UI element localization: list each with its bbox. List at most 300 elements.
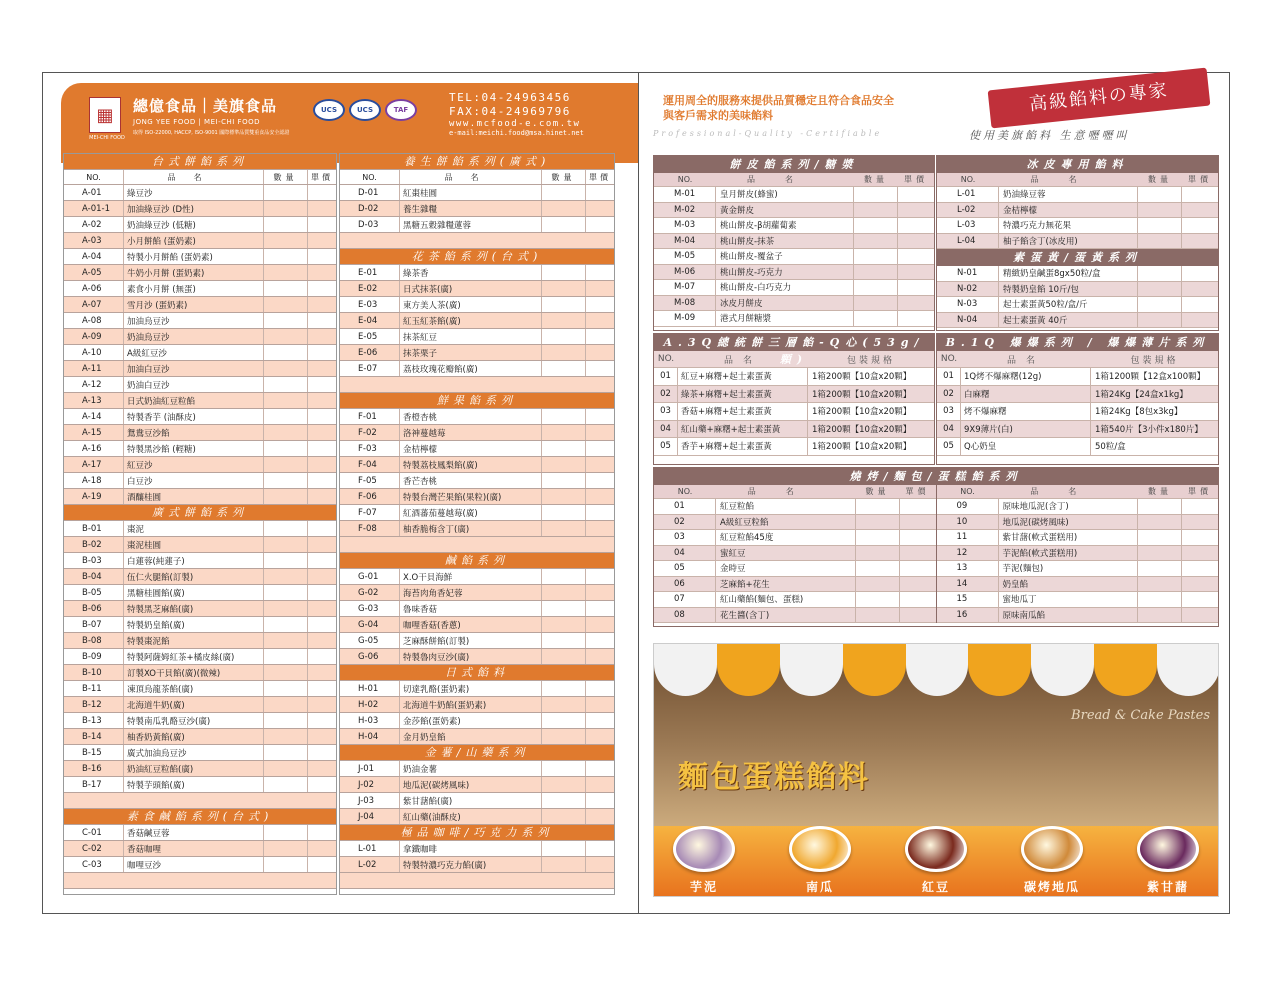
table-row[interactable] — [64, 217, 336, 233]
table-row[interactable] — [340, 217, 614, 233]
table-row[interactable] — [340, 809, 614, 825]
price-cell[interactable] — [586, 761, 614, 776]
price-cell[interactable] — [308, 441, 336, 456]
table-row[interactable] — [64, 377, 336, 393]
qty-cell[interactable] — [264, 313, 308, 328]
price-cell[interactable] — [586, 505, 614, 520]
qty-cell[interactable] — [264, 249, 308, 264]
qty-cell[interactable] — [1138, 297, 1182, 312]
table-row[interactable] — [654, 280, 934, 296]
qty-cell[interactable] — [264, 569, 308, 584]
table-row[interactable] — [654, 592, 936, 608]
qty-cell[interactable] — [264, 537, 308, 552]
qty-cell[interactable] — [542, 505, 586, 520]
table-row[interactable] — [340, 713, 614, 729]
price-cell[interactable] — [308, 681, 336, 696]
price-cell[interactable] — [898, 203, 934, 218]
table-row[interactable] — [340, 281, 614, 297]
price-cell[interactable] — [308, 697, 336, 712]
qty-cell[interactable] — [542, 585, 586, 600]
table-row[interactable] — [654, 608, 936, 624]
price-cell[interactable] — [586, 425, 614, 440]
table-row[interactable] — [340, 297, 614, 313]
table-row[interactable] — [654, 218, 934, 234]
qty-cell[interactable] — [854, 203, 898, 218]
price-cell[interactable] — [586, 585, 614, 600]
qty-cell[interactable] — [542, 793, 586, 808]
qty-cell[interactable] — [856, 577, 900, 592]
price-cell[interactable] — [586, 857, 614, 872]
table-row[interactable] — [340, 489, 614, 505]
table-row[interactable] — [64, 265, 336, 281]
qty-cell[interactable] — [264, 265, 308, 280]
table-row[interactable] — [64, 729, 336, 745]
qty-cell[interactable] — [542, 345, 586, 360]
qty-cell[interactable] — [1138, 218, 1182, 233]
table-row[interactable] — [937, 203, 1218, 219]
qty-cell[interactable] — [264, 777, 308, 792]
table-row[interactable] — [64, 457, 336, 473]
qty-cell[interactable] — [264, 761, 308, 776]
price-cell[interactable] — [308, 345, 336, 360]
table-row[interactable] — [64, 313, 336, 329]
qty-cell[interactable] — [854, 296, 898, 311]
table-row[interactable] — [654, 311, 934, 327]
price-cell[interactable] — [586, 409, 614, 424]
qty-cell[interactable] — [542, 441, 586, 456]
table-row[interactable] — [340, 361, 614, 377]
table-row[interactable] — [340, 345, 614, 361]
qty-cell[interactable] — [856, 546, 900, 561]
qty-cell[interactable] — [542, 425, 586, 440]
price-cell[interactable] — [1182, 530, 1218, 545]
table-row[interactable] — [340, 857, 614, 873]
table-row[interactable] — [64, 681, 336, 697]
price-cell[interactable] — [586, 841, 614, 856]
table-row[interactable] — [937, 515, 1219, 531]
qty-cell[interactable] — [854, 249, 898, 264]
qty-cell[interactable] — [264, 457, 308, 472]
price-cell[interactable] — [1182, 313, 1218, 328]
qty-cell[interactable] — [1138, 515, 1182, 530]
table-row[interactable] — [937, 561, 1219, 577]
table-row[interactable] — [654, 546, 936, 562]
qty-cell[interactable] — [542, 697, 586, 712]
table-row[interactable] — [340, 585, 614, 601]
price-cell[interactable] — [308, 841, 336, 856]
table-row[interactable] — [64, 777, 336, 793]
qty-cell[interactable] — [1138, 530, 1182, 545]
qty-cell[interactable] — [264, 521, 308, 536]
price-cell[interactable] — [308, 217, 336, 232]
table-row[interactable] — [64, 441, 336, 457]
qty-cell[interactable] — [264, 281, 308, 296]
table-row[interactable] — [654, 203, 934, 219]
qty-cell[interactable] — [542, 601, 586, 616]
table-row[interactable] — [64, 425, 336, 441]
qty-cell[interactable] — [264, 441, 308, 456]
table-row[interactable] — [937, 438, 1218, 456]
qty-cell[interactable] — [854, 311, 898, 326]
qty-cell[interactable] — [264, 201, 308, 216]
qty-cell[interactable] — [542, 649, 586, 664]
price-cell[interactable] — [1182, 266, 1218, 281]
table-row[interactable] — [64, 761, 336, 777]
qty-cell[interactable] — [542, 361, 586, 376]
qty-cell[interactable] — [264, 633, 308, 648]
price-cell[interactable] — [586, 713, 614, 728]
price-cell[interactable] — [1182, 282, 1218, 297]
price-cell[interactable] — [308, 457, 336, 472]
price-cell[interactable] — [308, 553, 336, 568]
qty-cell[interactable] — [264, 233, 308, 248]
table-row[interactable] — [64, 345, 336, 361]
table-row[interactable] — [937, 592, 1219, 608]
table-row[interactable] — [654, 403, 934, 421]
table-row[interactable] — [937, 421, 1218, 439]
price-cell[interactable] — [1182, 187, 1218, 202]
table-row[interactable] — [340, 473, 614, 489]
table-row[interactable] — [64, 329, 336, 345]
price-cell[interactable] — [900, 515, 936, 530]
qty-cell[interactable] — [264, 681, 308, 696]
price-cell[interactable] — [1182, 234, 1218, 249]
qty-cell[interactable] — [264, 585, 308, 600]
qty-cell[interactable] — [856, 530, 900, 545]
qty-cell[interactable] — [264, 553, 308, 568]
price-cell[interactable] — [586, 265, 614, 280]
price-cell[interactable] — [1182, 608, 1218, 623]
table-row[interactable] — [64, 537, 336, 553]
table-row[interactable] — [654, 249, 934, 265]
table-row[interactable] — [64, 857, 336, 873]
price-cell[interactable] — [308, 473, 336, 488]
table-row[interactable] — [64, 713, 336, 729]
qty-cell[interactable] — [856, 561, 900, 576]
qty-cell[interactable] — [264, 617, 308, 632]
price-cell[interactable] — [586, 681, 614, 696]
table-row[interactable] — [64, 697, 336, 713]
qty-cell[interactable] — [542, 185, 586, 200]
price-cell[interactable] — [1182, 577, 1218, 592]
qty-cell[interactable] — [264, 361, 308, 376]
price-cell[interactable] — [586, 489, 614, 504]
qty-cell[interactable] — [264, 697, 308, 712]
price-cell[interactable] — [308, 201, 336, 216]
price-cell[interactable] — [308, 409, 336, 424]
qty-cell[interactable] — [542, 681, 586, 696]
qty-cell[interactable] — [1138, 592, 1182, 607]
price-cell[interactable] — [900, 499, 936, 514]
price-cell[interactable] — [586, 441, 614, 456]
qty-cell[interactable] — [542, 617, 586, 632]
table-row[interactable] — [340, 457, 614, 473]
table-row[interactable] — [64, 585, 336, 601]
qty-cell[interactable] — [264, 745, 308, 760]
price-cell[interactable] — [586, 329, 614, 344]
qty-cell[interactable] — [542, 777, 586, 792]
price-cell[interactable] — [308, 777, 336, 792]
qty-cell[interactable] — [854, 218, 898, 233]
table-row[interactable] — [340, 793, 614, 809]
table-row[interactable] — [654, 438, 934, 456]
price-cell[interactable] — [586, 217, 614, 232]
table-row[interactable] — [654, 530, 936, 546]
table-row[interactable] — [340, 841, 614, 857]
price-cell[interactable] — [308, 297, 336, 312]
table-row[interactable] — [937, 313, 1218, 329]
qty-cell[interactable] — [1138, 266, 1182, 281]
price-cell[interactable] — [586, 617, 614, 632]
price-cell[interactable] — [308, 393, 336, 408]
price-cell[interactable] — [586, 809, 614, 824]
price-cell[interactable] — [1182, 546, 1218, 561]
price-cell[interactable] — [586, 777, 614, 792]
price-cell[interactable] — [586, 521, 614, 536]
table-row[interactable] — [654, 265, 934, 281]
price-cell[interactable] — [308, 825, 336, 840]
qty-cell[interactable] — [264, 185, 308, 200]
table-row[interactable] — [340, 569, 614, 585]
price-cell[interactable] — [900, 577, 936, 592]
price-cell[interactable] — [1182, 592, 1218, 607]
table-row[interactable] — [340, 425, 614, 441]
qty-cell[interactable] — [1138, 234, 1182, 249]
qty-cell[interactable] — [542, 841, 586, 856]
table-row[interactable] — [937, 546, 1219, 562]
table-row[interactable] — [654, 234, 934, 250]
table-row[interactable] — [937, 386, 1218, 404]
qty-cell[interactable] — [264, 473, 308, 488]
qty-cell[interactable] — [856, 499, 900, 514]
price-cell[interactable] — [308, 521, 336, 536]
price-cell[interactable] — [1182, 218, 1218, 233]
price-cell[interactable] — [1182, 561, 1218, 576]
table-row[interactable] — [340, 521, 614, 537]
qty-cell[interactable] — [1138, 313, 1182, 328]
qty-cell[interactable] — [1138, 187, 1182, 202]
table-row[interactable] — [937, 499, 1219, 515]
table-row[interactable] — [64, 297, 336, 313]
table-row[interactable] — [340, 697, 614, 713]
table-row[interactable] — [64, 249, 336, 265]
price-cell[interactable] — [308, 249, 336, 264]
table-row[interactable] — [64, 233, 336, 249]
table-row[interactable] — [64, 825, 336, 841]
table-row[interactable] — [654, 187, 934, 203]
price-cell[interactable] — [1182, 203, 1218, 218]
price-cell[interactable] — [308, 649, 336, 664]
qty-cell[interactable] — [1138, 561, 1182, 576]
qty-cell[interactable] — [542, 201, 586, 216]
price-cell[interactable] — [586, 201, 614, 216]
table-row[interactable] — [340, 633, 614, 649]
price-cell[interactable] — [586, 569, 614, 584]
qty-cell[interactable] — [542, 313, 586, 328]
qty-cell[interactable] — [264, 665, 308, 680]
qty-cell[interactable] — [542, 489, 586, 504]
price-cell[interactable] — [586, 697, 614, 712]
qty-cell[interactable] — [856, 515, 900, 530]
table-row[interactable] — [64, 649, 336, 665]
qty-cell[interactable] — [542, 713, 586, 728]
price-cell[interactable] — [1182, 515, 1218, 530]
qty-cell[interactable] — [264, 393, 308, 408]
price-cell[interactable] — [586, 457, 614, 472]
price-cell[interactable] — [308, 633, 336, 648]
qty-cell[interactable] — [542, 521, 586, 536]
price-cell[interactable] — [900, 608, 936, 623]
table-row[interactable] — [64, 601, 336, 617]
price-cell[interactable] — [898, 311, 934, 326]
table-row[interactable] — [340, 729, 614, 745]
qty-cell[interactable] — [856, 608, 900, 623]
price-cell[interactable] — [586, 361, 614, 376]
table-row[interactable] — [937, 218, 1218, 234]
qty-cell[interactable] — [264, 841, 308, 856]
qty-cell[interactable] — [264, 825, 308, 840]
qty-cell[interactable] — [264, 857, 308, 872]
table-row[interactable] — [64, 521, 336, 537]
price-cell[interactable] — [898, 234, 934, 249]
table-row[interactable] — [64, 409, 336, 425]
table-row[interactable] — [64, 489, 336, 505]
table-row[interactable] — [64, 841, 336, 857]
table-row[interactable] — [340, 409, 614, 425]
qty-cell[interactable] — [264, 713, 308, 728]
price-cell[interactable] — [308, 425, 336, 440]
table-row[interactable] — [340, 441, 614, 457]
table-row[interactable] — [64, 185, 336, 201]
price-cell[interactable] — [308, 281, 336, 296]
table-row[interactable] — [654, 296, 934, 312]
table-row[interactable] — [937, 368, 1218, 386]
table-row[interactable] — [937, 403, 1218, 421]
table-row[interactable] — [64, 361, 336, 377]
table-row[interactable] — [340, 777, 614, 793]
price-cell[interactable] — [898, 249, 934, 264]
qty-cell[interactable] — [264, 729, 308, 744]
table-row[interactable] — [654, 577, 936, 593]
qty-cell[interactable] — [542, 729, 586, 744]
qty-cell[interactable] — [264, 649, 308, 664]
price-cell[interactable] — [586, 649, 614, 664]
qty-cell[interactable] — [542, 297, 586, 312]
price-cell[interactable] — [308, 617, 336, 632]
price-cell[interactable] — [898, 296, 934, 311]
table-row[interactable] — [64, 617, 336, 633]
qty-cell[interactable] — [542, 473, 586, 488]
price-cell[interactable] — [586, 601, 614, 616]
qty-cell[interactable] — [854, 187, 898, 202]
price-cell[interactable] — [586, 729, 614, 744]
qty-cell[interactable] — [1138, 282, 1182, 297]
qty-cell[interactable] — [542, 761, 586, 776]
table-row[interactable] — [64, 633, 336, 649]
qty-cell[interactable] — [264, 297, 308, 312]
price-cell[interactable] — [1182, 297, 1218, 312]
price-cell[interactable] — [308, 585, 336, 600]
table-row[interactable] — [937, 187, 1218, 203]
price-cell[interactable] — [900, 561, 936, 576]
qty-cell[interactable] — [1138, 546, 1182, 561]
qty-cell[interactable] — [1138, 608, 1182, 623]
table-row[interactable] — [64, 569, 336, 585]
qty-cell[interactable] — [264, 329, 308, 344]
price-cell[interactable] — [898, 187, 934, 202]
table-row[interactable] — [937, 530, 1219, 546]
table-row[interactable] — [340, 601, 614, 617]
qty-cell[interactable] — [542, 809, 586, 824]
qty-cell[interactable] — [542, 633, 586, 648]
table-row[interactable] — [937, 266, 1218, 282]
price-cell[interactable] — [308, 729, 336, 744]
qty-cell[interactable] — [1138, 499, 1182, 514]
price-cell[interactable] — [586, 297, 614, 312]
price-cell[interactable] — [308, 329, 336, 344]
table-row[interactable] — [340, 761, 614, 777]
qty-cell[interactable] — [264, 217, 308, 232]
table-row[interactable] — [340, 185, 614, 201]
price-cell[interactable] — [308, 665, 336, 680]
price-cell[interactable] — [308, 569, 336, 584]
price-cell[interactable] — [308, 489, 336, 504]
table-row[interactable] — [937, 282, 1218, 298]
qty-cell[interactable] — [264, 601, 308, 616]
price-cell[interactable] — [308, 361, 336, 376]
qty-cell[interactable] — [542, 457, 586, 472]
price-cell[interactable] — [308, 537, 336, 552]
table-row[interactable] — [340, 329, 614, 345]
price-cell[interactable] — [308, 313, 336, 328]
qty-cell[interactable] — [542, 409, 586, 424]
table-row[interactable] — [64, 281, 336, 297]
table-row[interactable] — [654, 561, 936, 577]
qty-cell[interactable] — [264, 489, 308, 504]
qty-cell[interactable] — [542, 329, 586, 344]
table-row[interactable] — [64, 665, 336, 681]
email-link[interactable]: e-mail:meichi.food@msa.hinet.net — [449, 129, 584, 137]
website-link[interactable]: www.mcfood-e.com.tw — [449, 119, 581, 129]
table-row[interactable] — [64, 201, 336, 217]
qty-cell[interactable] — [542, 857, 586, 872]
qty-cell[interactable] — [264, 345, 308, 360]
price-cell[interactable] — [308, 713, 336, 728]
price-cell[interactable] — [586, 281, 614, 296]
price-cell[interactable] — [586, 313, 614, 328]
price-cell[interactable] — [308, 761, 336, 776]
price-cell[interactable] — [308, 233, 336, 248]
qty-cell[interactable] — [1138, 203, 1182, 218]
table-row[interactable] — [937, 234, 1218, 250]
price-cell[interactable] — [586, 473, 614, 488]
table-row[interactable] — [654, 421, 934, 439]
qty-cell[interactable] — [264, 377, 308, 392]
price-cell[interactable] — [1182, 499, 1218, 514]
qty-cell[interactable] — [542, 281, 586, 296]
table-row[interactable] — [654, 499, 936, 515]
table-row[interactable] — [64, 553, 336, 569]
table-row[interactable] — [64, 473, 336, 489]
price-cell[interactable] — [308, 265, 336, 280]
table-row[interactable] — [937, 608, 1219, 624]
price-cell[interactable] — [308, 185, 336, 200]
price-cell[interactable] — [900, 546, 936, 561]
qty-cell[interactable] — [854, 280, 898, 295]
table-row[interactable] — [340, 505, 614, 521]
qty-cell[interactable] — [854, 265, 898, 280]
price-cell[interactable] — [900, 530, 936, 545]
